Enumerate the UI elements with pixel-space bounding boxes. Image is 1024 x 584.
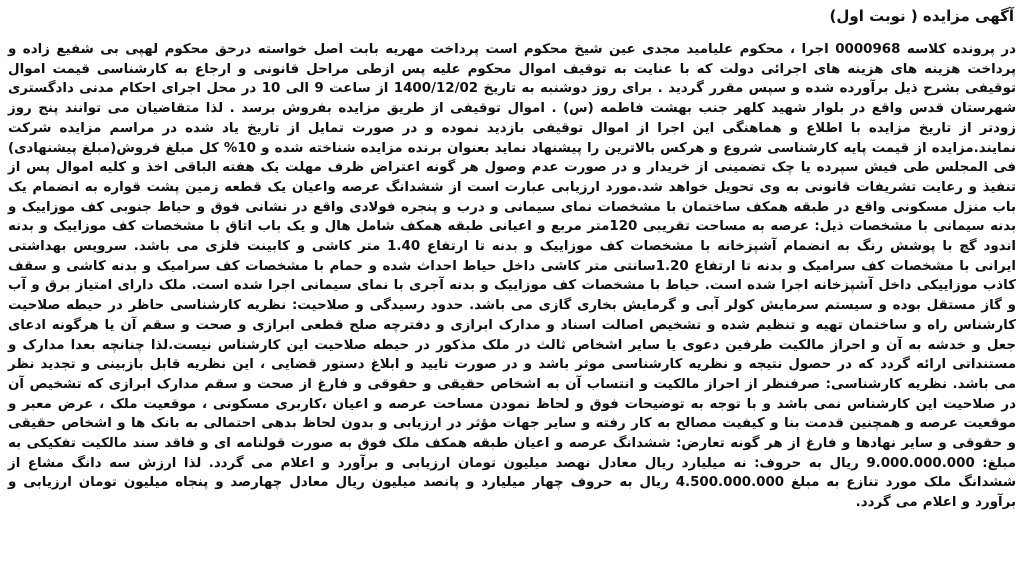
notice-title: آگهی مزایده ( نوبت اول): [829, 7, 1014, 25]
notice-body: در پرونده کلاسه 0000968 اجرا ، محکوم علیامید مجدی عین شیخ محکوم است پرداخت مهریه بابت اصل خواسته درحق محکوم لهپی بی شفیع زاده و پرداخت هزینه های هزینه های اجرائی دولت که با عنایت به توقیف اموال محکوم علیه پس ازطی مراحل قانونی و ارجاع به کارشناسی قیمت اموال توقیفی بشرح ذیل برآورده شده و سپس مقرر گردید . برای روز دوشنبه به تاریخ 1400/12/02 از ساعت 9 الی 10 در محل اجرای احکام مدنی دادگستری شهرستان قدس واقع در بلوار شهید کلهر جنب بهشت فاطمه (س) . اموال توقیفی از طریق مزایده بفروش برسد . لذا متقاضیان می توانند پنج روز زودتر از تاریخ مزایده با اطلاع و هماهنگی این اجرا از اموال توقیفی بازدید نموده و در صورت تمایل از تاریخ یاد شده در مراسم مزایده شرکت نمایند.مزایده از قیمت پایه کارشناسی شروع و هرکس بالاترین را پیشنهاد نماید بعنوان برنده مزایده شناخته شده و 10% کل مبلغ فروش(مبلغ پیشنهادی) فی المجلس طی فیش سپرده یا چک تضمینی از خریدار و در صورت عدم وصول هر گونه اعتراض ظرف مهلت یک هفته الباقی اخذ و کلیه اموال پس از تنفیذ و رعایت تشریفات قانونی به وی تحویل خواهد شد.مورد ارزیابی عبارت است از ششدانگ عرصه واعیان یک قطعه زمین پشت قواره به انضمام یک باب منزل مسکونی واقع در طبقه همکف ساختمان با مشخصات نمای سیمانی و درب و پنجره فولادی واقع در نشانی فوق و حیاط جنوبی کف موزاییک و بدنه سیمانی با مشخصات ذیل: عرصه به مساحت تقریبی 120متر مربع و اعیانی طبقه همکف شامل هال و یک باب اتاق با مشخصات کف موزاییک و بدنه اندود گچ با پوشش رنگ به انضمام آشپزخانه با مشخصات کف موزاییک و بدنه تا ارتفاع 1.40 متر کاشی و کابینت فلزی می باشد. سرویس بهداشتی ایرانی با مشخصات کف سرامیک و بدنه تا ارتفاع 1.20سانتی متر کاشی داخل حیاط احداث شده و حمام با مشخصات کف سرامیک و بدنه کاشی و سقف کاذب موزاییکی داخل آشپزخانه اجرا شده است. حیاط با مشخصات کف موزاییک و بدنه آجری با نمای سیمانی اجرا شده است. ملک دارای امتیاز برق و آب و گاز مستقل بوده و سیستم سرمایش کولر آبی و گرمایش بخاری گازی می باشد. حدود رسیدگی و صلاحیت: نظریه کارشناسی حاظر در حیطه صلاحیت کارشناس راه و ساختمان تهیه و تنظیم شده و تشخیص اصالت اسناد و مدارک ابرازی و دفترچه صلح قطعی ابرازی و صحت و سقم آن یا هرگونه ادعای جعل و خدشه به آن و احراز مالکیت طرفین دعوی یا سایر اشخاص ثالث در ملک مذکور در حیطه صلاحیت این کارشناس نیست.لذا چنانچه بعدا مدارک و مستنداتی ارائه گردد که در حصول نتیجه و نظریه کارشناسی موثر باشد و در صورت تایید و ابلاغ دستور قضایی ، این نظریه قابل بازبینی و تجدید نظر می باشد. نظریه کارشناسی: صرفنظر از احراز مالکیت و انتساب آن به اشخاص حقیقی و حقوقی و فارغ از صحت و سقم مدارک ابرازی که تشخیص آن در صلاحیت این کارشناس نمی باشد و با توجه به توضیحات فوق و لحاظ نمودن مساحت عرصه و اعیان ،کاربری مسکونی ، موقعیت ملک ، عرض معبر و موقعیت عرصه و همچنین قدمت بنا و کیفیت مصالح به کار رفته و سایر جهات مؤثر در ارزیابی و بدون لحاظ بدهی احتمالی به بانک ها و اشخاص حقیقی و حقوقی و سایر نهادها و فارغ از هر گونه تعارض: ششدانگ عرصه و اعیان طبقه همکف ملک فوق به صورت قولنامه ای و فاقد سند مالکیت تفکیکی به مبلغ: 9.000.000.000 ریال به حروف: نه میلیارد ریال معادل نهصد میلیون تومان ارزیابی و برآورد و اعلام می گردد. لذا ارزش سه دانگ مشاع از ششدانگ ملک مورد تنازع به مبلغ 4.500.000.000 ریال به حروف چهار میلیارد و پانصد میلیون ریال معادل چهارصد و پنجاه میلیون تومان ارزیابی و برآورد و اعلام می گردد.: [8, 42, 1017, 511]
